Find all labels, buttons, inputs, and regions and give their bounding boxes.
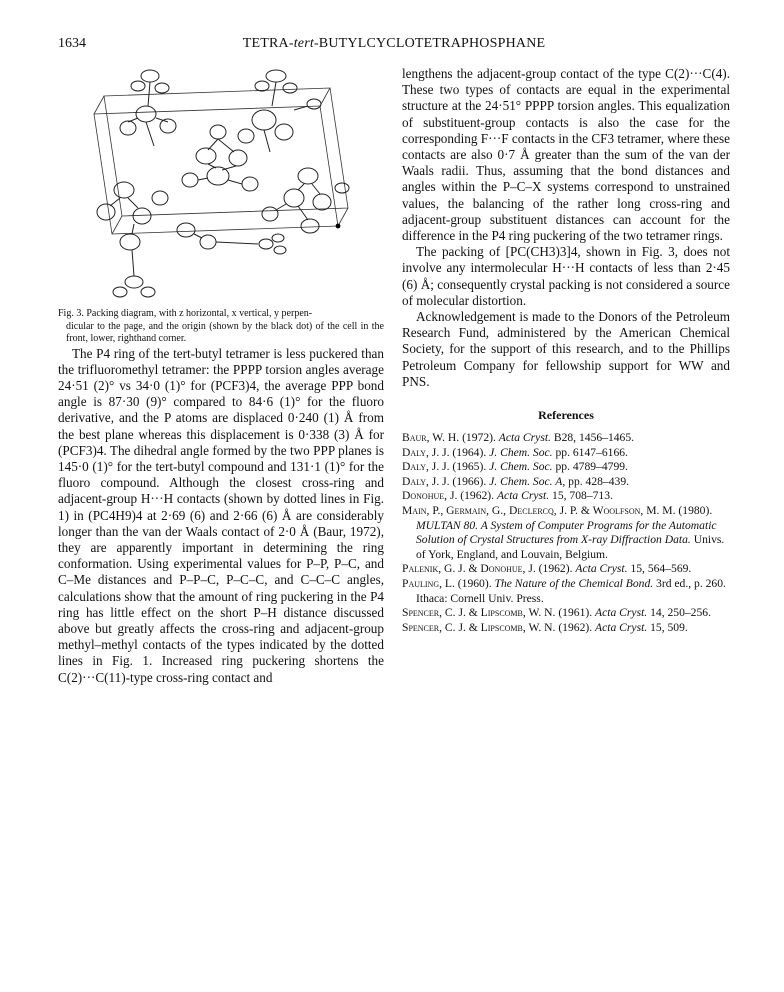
right-column — [402, 66, 730, 635]
origin-dot — [336, 224, 341, 229]
running-title: TETRA-tert-BUTYLCYCLOTETRAPHOSPHANE — [242, 36, 546, 51]
reference-item: Main, P., Germain, G., Declercq, J. P. & Woolfson, M. M. (1980). MULTAN 80. A System of Computer Programs for the Automatic Solution of Crystal Structures from X-ray Diffraction Data. Univs. of York, England, and Louvain, Belgium. — [402, 504, 725, 561]
page-number: 1634 — [58, 36, 86, 51]
right-paragraph-2: The packing of [PC(CH3)3]4, shown in Fig. 3, does not involve any intermolecular H···H contacts of less than 2·45 (6) Å; consequently crystal packing is not considered a source of molecular distortion. — [402, 244, 730, 308]
left-paragraph: The P4 ring of the tert-butyl tetramer is less puckered than the trifluoromethyl tetramer: the PPPP torsion angles average 24·51 (2)° vs 34·0 (1)° for (PCF3)4, the average PPP bond angle is 87·30 (9)° compared to 84·6 (1)° for the fluoro derivative, and the P atoms are displaced 0·240 (1) Å from the best plane whereas this displacement is 0·338 (3) Å for (PCF3)4. The dihedral angle formed by the two PPP planes is 145·0 (1)° for the tert-butyl compound and 131·1 (1)° for the fluoro compound. Although the closest cross-ring and adjacent-group H···H contacts (shown by dotted lines in Fig. 1) in (PC4H9)4 at 2·69 (6) and 2·66 (6) Å are considerably longer than the van der Waals contact of 2·0 Å (Baur, 1972), they are apparently important in determining the ring conformation. Using experimental values for P–P, P–C, and C–Me distances and P–P–C, P–C–C, and C–C–C angles, calculations show that the amount of ring puckering in the P4 ring has little effect on the short P–H distance discussed above but greatly affects the cross-ring and adjacent-group methyl–methyl contacts of the types indicated by the dotted lines in Fig. 1. Increased ring puckering shortens the C(2)···C(11)-type cross-ring contact and — [58, 345, 384, 685]
molecule-top-right — [238, 70, 321, 152]
right-paragraph-1: lengthens the adjacent-group contact of the type C(2)···C(4). These two types of contacts are equal in the experimental structure at the 24·51° PPPP torsion angles. This equalization of substituent-group contacts is also the case for the corresponding F···F contacts in the CF3 tetramer, where these contacts are also 0·7 Å greater than the sum of the van der Waals radii. Thus, assuming that the bond distances and angles within the P–C–X systems correspond to unstrained values, the balancing of the rather long cross-ring and adjacent-group substituent distances can account for the difference in the P4 ring puckering of the two tetramer rings. — [402, 66, 730, 244]
left-column — [58, 66, 384, 686]
reference-item: Daly, J. J. (1964). J. Chem. Soc. pp. 6147–6166. — [402, 445, 628, 459]
molecule-bottom-center — [177, 223, 286, 254]
molecule-right — [262, 168, 349, 233]
reference-item: Baur, W. H. (1972). Acta Cryst. B28, 1456–1465. — [402, 431, 635, 445]
molecule-center — [182, 125, 258, 191]
reference-item: Donohue, J. (1962). Acta Cryst. 15, 708–713. — [402, 489, 613, 503]
references-heading: References — [538, 408, 594, 423]
references-list — [402, 431, 730, 635]
reference-item: Daly, J. J. (1966). J. Chem. Soc. A, pp. 428–439. — [402, 474, 630, 488]
page-header — [58, 36, 730, 56]
packing-diagram — [58, 66, 384, 302]
reference-item: Palenik, G. J. & Donohue, J. (1962). Acta Cryst. 15, 564–569. — [402, 562, 692, 576]
packing-diagram-figure — [58, 66, 384, 302]
acknowledgement: Acknowledgement is made to the Donors of the Petroleum Research Fund, administered by the American Chemical Society, for the support of this research, and to the Phillips Petroleum Company for fellowship support for WW and PNS. — [402, 309, 730, 389]
figure-caption: Fig. 3. Packing diagram, with z horizontal, x vertical, y perpen- dicular to the page, and the origin (shown by the black dot) of the cell in the front, lower, righthand corner. — [58, 308, 384, 344]
molecule-top-left — [120, 70, 176, 146]
reference-item: Pauling, L. (1960). The Nature of the Chemical Bond. 3rd ed., p. 260. Ithaca: Cornell Univ. Press. — [402, 577, 726, 605]
reference-item: Spencer, C. J. & Lipscomb, W. N. (1962). Acta Cryst. 15, 509. — [402, 620, 688, 634]
reference-item: Spencer, C. J. & Lipscomb, W. N. (1961). Acta Cryst. 14, 250–256. — [402, 606, 711, 620]
reference-item: Daly, J. J. (1965). J. Chem. Soc. pp. 4789–4799. — [402, 460, 628, 474]
molecule-bottom-left — [97, 182, 168, 297]
